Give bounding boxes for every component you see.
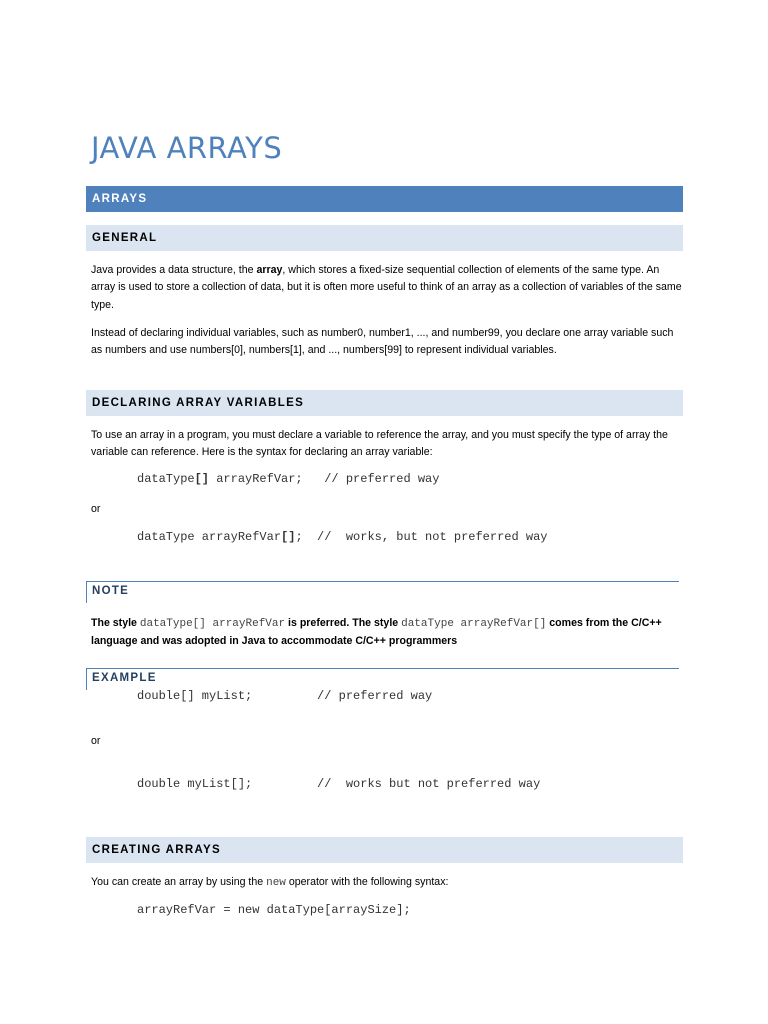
code-token: ; // works, but not preferred way <box>295 530 548 544</box>
note-code-1: dataType[] arrayRefVar <box>139 618 286 630</box>
code-declare-alternative <box>137 530 547 544</box>
or-label-1: or <box>91 503 101 515</box>
note-text-1: The style <box>91 617 140 629</box>
section-heading-creating: CREATING ARRAYS <box>86 837 683 863</box>
code-example-preferred: double[] myList; // preferred way <box>137 689 433 703</box>
section-heading-general: GENERAL <box>86 225 683 251</box>
code-token: dataType <box>137 472 195 486</box>
code-example-alternative: double myList[]; // works but not preferred way <box>137 777 541 791</box>
array-term: array <box>256 264 283 276</box>
section-heading-arrays: ARRAYS <box>86 186 683 212</box>
general-paragraph-1 <box>91 262 683 314</box>
creating-text-1: You can create an array by using the <box>91 876 267 888</box>
code-bracket: [] <box>281 530 296 544</box>
code-create-array: arrayRefVar = new dataType[arraySize]; <box>137 903 411 917</box>
code-token: dataType arrayRefVar <box>137 530 282 544</box>
code-token: arrayRefVar; // preferred way <box>209 472 440 486</box>
code-declare-preferred <box>137 472 439 486</box>
note-code-2: dataType arrayRefVar[] <box>401 618 547 630</box>
note-paragraph <box>91 615 683 651</box>
section-heading-declaring: DECLARING ARRAY VARIABLES <box>86 390 683 416</box>
note-text-3: comes from the C/C++ language and was adopted in Java to accommodate C/C++ programmers <box>91 617 662 648</box>
page-title: JAVA ARRAYS <box>91 131 283 165</box>
general-paragraph-2: Instead of declaring individual variables, such as number0, number1, ..., and number99, you declare one array variable such as numbers and use numbers[0], numbers[1], and ..., numbers[99] to represent individual variables. <box>91 327 674 357</box>
declaring-paragraph: To use an array in a program, you must declare a variable to reference the array, and you must specify the type of array the variable can reference. Here is the syntax for declaring an array variable: <box>91 429 668 459</box>
example-heading: EXAMPLE <box>86 668 679 690</box>
general-text-1b: , which stores a fixed-size sequential collection of elements of the same type. An array is used to store a collection of data, but it is often more useful to think of an array as a collection of variables of the same type. <box>91 264 682 311</box>
note-text-2: is preferred. The style <box>285 617 402 629</box>
note-heading: NOTE <box>86 581 679 603</box>
creating-text-2: operator with the following syntax: <box>285 876 449 888</box>
general-text-1a: Java provides a data structure, the <box>91 264 257 276</box>
new-keyword: new <box>266 877 286 889</box>
or-label-2: or <box>91 735 101 747</box>
code-bracket: [] <box>194 472 210 486</box>
creating-paragraph <box>91 874 683 892</box>
